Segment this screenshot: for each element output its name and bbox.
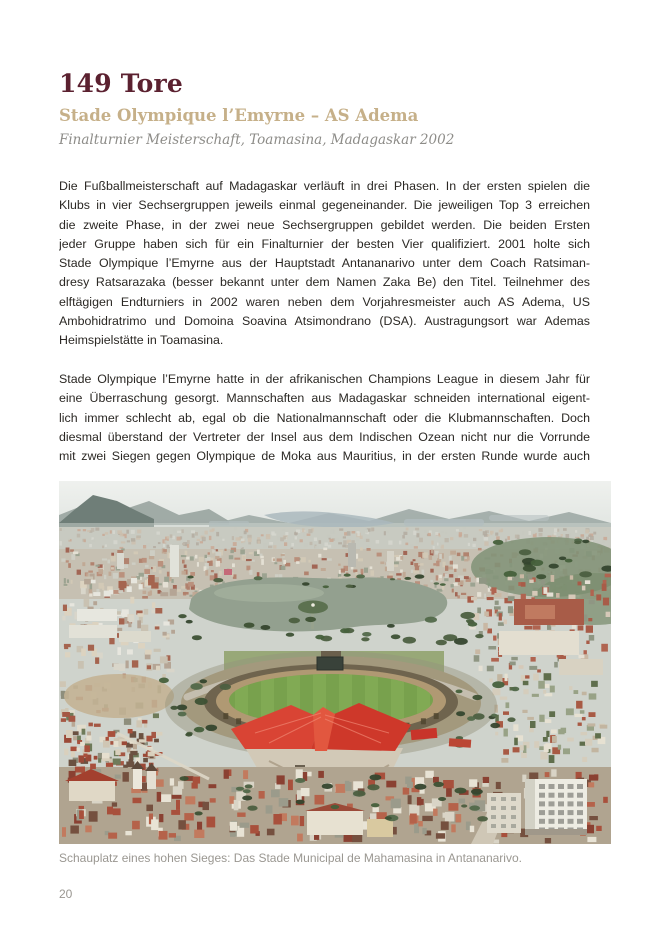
text-line: Ambohidratrimo und Domoina Soavina Atsimondrano (DSA). Austragungsort war Ademas xyxy=(59,314,590,329)
text-line: Die Fußballmeisterschaft auf Madagaskar verläuft in drei Phasen. In der ersten spielen die xyxy=(59,179,590,193)
event-subtitle: Finalturnier Meisterschaft, Toamasina, Madagaskar 2002 xyxy=(59,132,455,148)
article-text xyxy=(59,177,590,486)
text-line: lich immer schlecht ab, egal ob die Nationalmannschaft oder die Klubmannschaften. Doch xyxy=(59,410,590,425)
text-line: Klubs in vier Sechsergruppen jeweils einmal gegeneinander. Die jeweiligen Top 3 erreichen xyxy=(59,198,590,213)
text-line: Stade Olympique l’Emyrne hatte in der afrikanischen Champions League in diesem Jahr für xyxy=(59,371,590,386)
text-line: die zweite Phase, in der zwei neue Sechsergruppen gebildet werden. Die beiden Ersten xyxy=(59,217,590,232)
page-number: 20 xyxy=(59,887,73,901)
text-line: dresy Ratsarazaka (besser bekannt unter dem Namen Zaka Be) den Titel. Teilnehmer des xyxy=(59,275,590,290)
text-line: Heimspielstätte in Toamasina. xyxy=(59,333,224,348)
page-title: 149 Tore xyxy=(59,69,183,98)
scoreboard xyxy=(317,657,343,670)
lake xyxy=(178,574,483,646)
match-subtitle: Stade Olympique l’Emyrne – AS Adema xyxy=(59,106,419,125)
text-line: jeder Gruppe haben sich für ein Finalturnier der besten Vier qualifiziert. 2001 holte sich xyxy=(59,236,590,251)
text-line: mit zwei Siegen gegen Olympique de Moka aus Mauritius, in der ersten Runde wurde auch xyxy=(59,449,590,464)
text-line: elftägigen Endturniers in 2002 waren neben dem Vorjahresmeister auch AS Adema, US xyxy=(59,294,590,309)
paragraph xyxy=(59,177,590,351)
photo-caption: Schauplatz eines hohen Sieges: Das Stade Municipal de Mahamasina in Antananarivo. xyxy=(59,851,522,865)
text-line: diesmal überstand der Vertreter der Insel aus dem Indischen Ozean nicht nur die Vorrunde xyxy=(59,429,590,444)
text-line: Stade Olympique l’Emyrne aus der Hauptstadt Antananarivo unter dem Coach Ratsiman- xyxy=(59,256,590,271)
text-line: eine Überraschung gesorgt. Mannschaften aus Madagaskar schneiden international eigent- xyxy=(59,391,590,406)
stadium-aerial-photo xyxy=(59,481,611,844)
paragraph xyxy=(59,370,590,466)
